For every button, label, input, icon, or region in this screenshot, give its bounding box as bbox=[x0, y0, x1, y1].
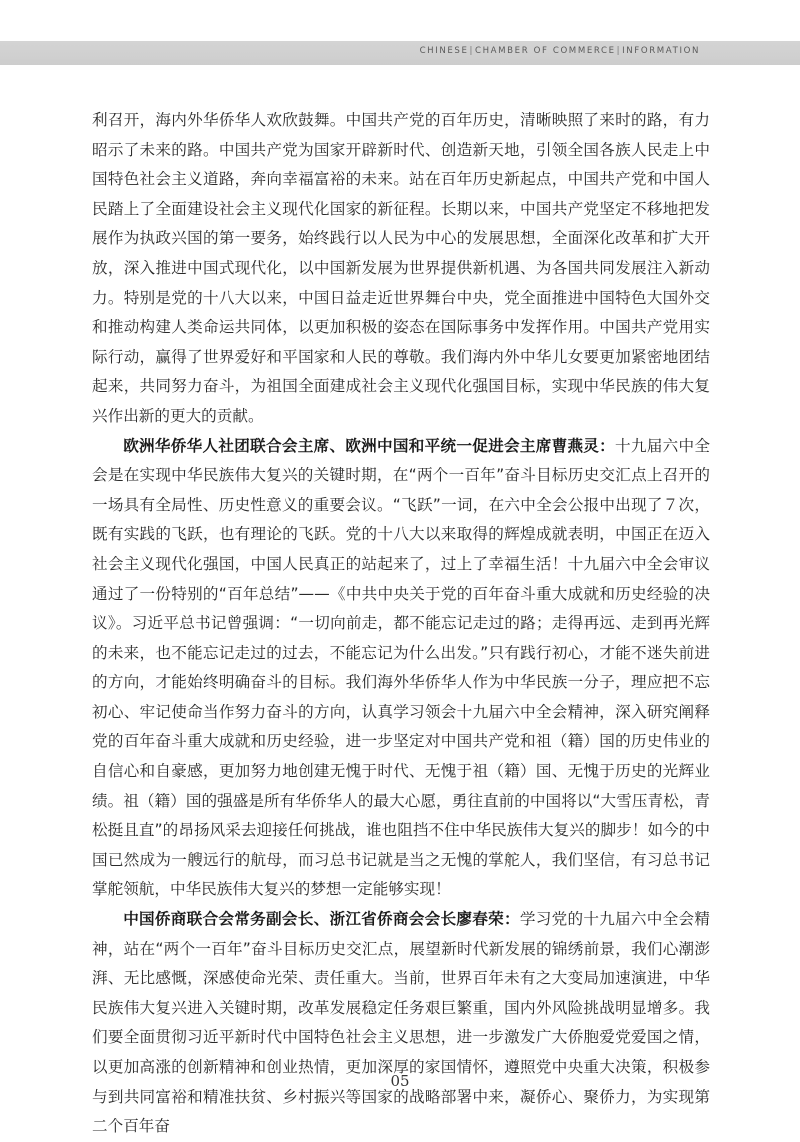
article-body bbox=[92, 106, 710, 1142]
header-part-1: CHINESE bbox=[419, 46, 469, 56]
paragraph-speaker-liao bbox=[92, 905, 710, 1142]
speaker-text-liao: 学习党的十九届六中全会精神，站在“两个一百年”奋斗目标历史交汇点，展望新时代新发展的锦绣前景，我们心潮澎湃、无比感慨，深感使命光荣、责任重大。当前，世界百年未有之大变局加速演进，中华民族伟大复兴进入关键时期，改革发展稳定任务艰巨繁重，国内外风险挑战明显增多。我们要全面贯彻习近平新时代中国特色社会主义思想，进一步激发广大侨胞爱党爱国之情，以更加高涨的创新精神和创业热情，更加深厚的家国情怀，遵照党中央重大决策，积极参与到共同富裕和精准扶贫、乡村振兴等国家的战略部署中来，凝侨心、聚侨力，为实现第二个百年奋 bbox=[92, 910, 710, 1136]
header-title bbox=[420, 46, 700, 56]
header-band bbox=[0, 41, 800, 65]
paragraph-continuation: 利召开，海内外华侨华人欢欣鼓舞。中国共产党的百年历史，清晰映照了来时的路，有力昭示了未来的路。中国共产党为国家开辟新时代、创造新天地，引领全国各族人民走上中国特色社会主义道路，奔向幸福富裕的未来。站在百年历史新起点，中国共产党和中国人民踏上了全面建设社会主义现代化国家的新征程。长期以来，中国共产党坚定不移地把发展作为执政兴国的第一要务，始终践行以人民为中心的发展思想，全面深化改革和扩大开放，深入推进中国式现代化，以中国新发展为世界提供新机遇、为各国共同发展注入新动力。特别是党的十八大以来，中国日益走近世界舞台中央，党全面推进中国特色大国外交和推动构建人类命运共同体，以更加积极的姿态在国际事务中发挥作用。中国共产党用实际行动，赢得了世界爱好和平国家和人民的尊敬。我们海内外中华儿女要更加紧密地团结起来，共同努力奋斗，为祖国全面建成社会主义现代化强国目标，实现中华民族的伟大复兴作出新的更大的贡献。 bbox=[92, 111, 710, 425]
header-separator: | bbox=[616, 46, 622, 56]
page-number: 05 bbox=[390, 1072, 410, 1090]
header-part-3: INFORMATION bbox=[622, 46, 700, 56]
paragraph-speaker-cao bbox=[92, 432, 710, 906]
header-part-2: CHAMBER OF COMMERCE bbox=[475, 46, 616, 56]
speaker-name-cao: 欧洲华侨华人社团联合会主席、欧洲中国和平统一促进会主席曹燕灵： bbox=[123, 436, 616, 455]
speaker-text-cao: 十九届六中全会是在实现中华民族伟大复兴的关键时期，在“两个一百年”奋斗目标历史交汇点上召开的一场具有全局性、历史性意义的重要会议。“飞跃”一词，在六中全会公报中出现了７次，既有实践的飞跃，也有理论的飞跃。党的十八大以来取得的辉煌成就表明，中国正在迈入社会主义现代化强国，中国人民真正的站起来了，过上了幸福生活！十九届六中全会审议通过了一份特别的“百年总结”——《中共中央关于党的百年奋斗重大成就和历史经验的决议》。习近平总书记曾强调：“一切向前走，都不能忘记走过的路；走得再远、走到再光辉的未来，也不能忘记走过的过去，不能忘记为什么出发。”只有践行初心，才能不迷失前进的方向，才能始终明确奋斗的目标。我们海外华侨华人作为中华民族一分子，理应把不忘初心、牢记使命当作努力奋斗的方向，认真学习领会十九届六中全会精神，深入研究阐释党的百年奋斗重大成就和历史经验，进一步坚定对中国共产党和祖（籍）国的历史伟业的自信心和自豪感，更加努力地创建无愧于时代、无愧于祖（籍）国、无愧于历史的光辉业绩。祖（籍）国的强盛是所有华侨华人的最大心愿，勇往直前的中国将以“大雪压青松，青松挺且直”的昂扬风采去迎接任何挑战，谁也阻挡不住中华民族伟大复兴的脚步！如今的中国已然成为一艘远行的航母，而习总书记就是当之无愧的掌舵人，我们坚信，有习总书记掌舵领航，中华民族伟大复兴的梦想一定能够实现！ bbox=[92, 436, 710, 899]
header-separator: | bbox=[469, 46, 475, 56]
speaker-name-liao: 中国侨商联合会常务副会长、浙江省侨商会会长廖春荣： bbox=[123, 910, 520, 929]
